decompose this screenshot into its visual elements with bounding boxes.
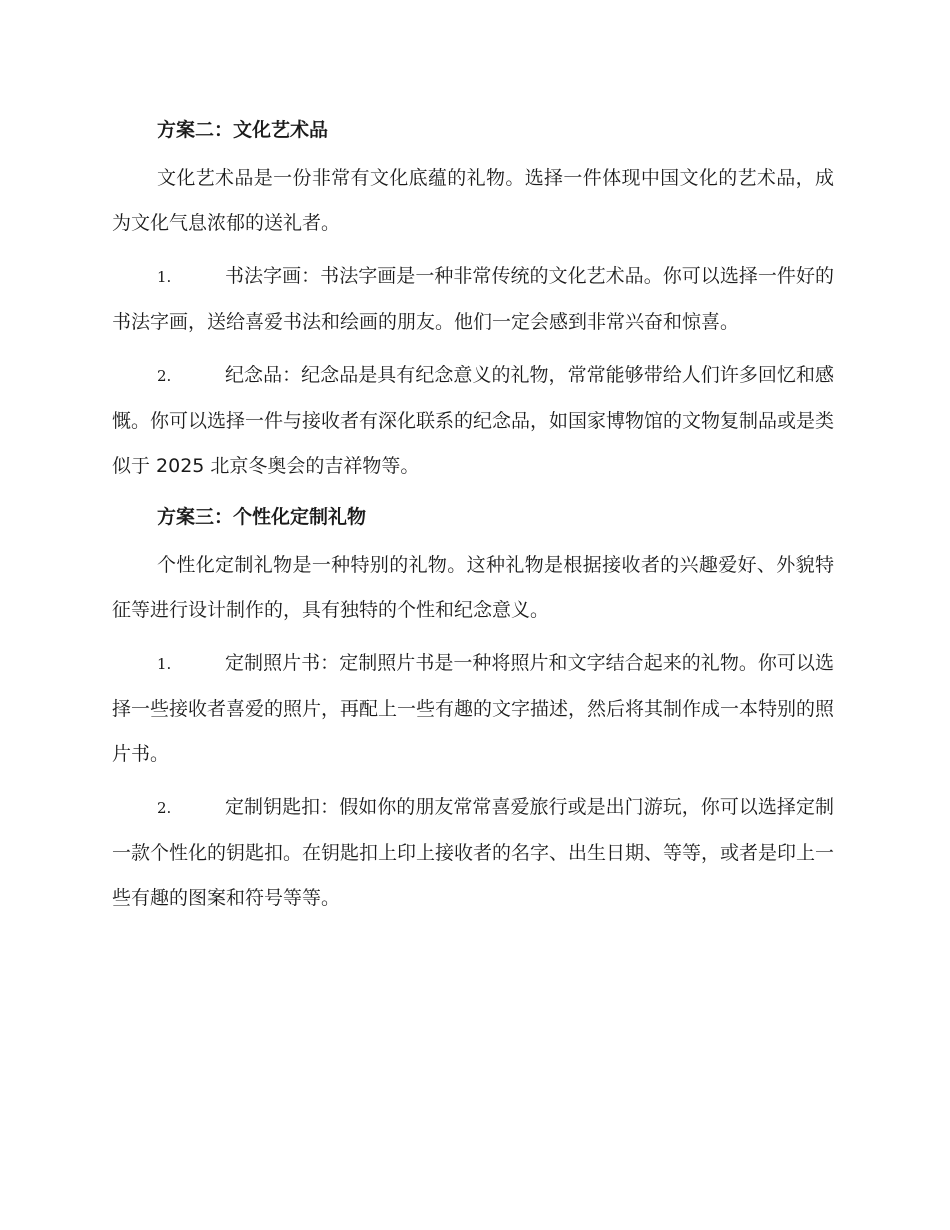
list-item-text: 书法字画：书法字画是一种非常传统的文化艺术品。你可以选择一件好的书法字画，送给喜爱书法和绘画的朋友。他们一定会感到非常兴奋和惊喜。 [112, 265, 834, 333]
document-page [112, 110, 834, 929]
list-item [112, 785, 834, 921]
list-number: 2. [157, 799, 172, 817]
section-intro: 文化艺术品是一份非常有文化底蕴的礼物。选择一件体现中国文化的艺术品，成为文化气息浓郁的送礼者。 [112, 167, 834, 234]
section-intro: 个性化定制礼物是一种特别的礼物。这种礼物是根据接收者的兴趣爱好、外貌特征等进行设计制作的，具有独特的个性和纪念意义。 [112, 554, 834, 621]
list-item [112, 353, 834, 489]
list-item-text: 定制钥匙扣：假如你的朋友常常喜爱旅行或是出门游玩，你可以选择定制一款个性化的钥匙扣。在钥匙扣上印上接收者的名字、出生日期、等等，或者是印上一些有趣的图案和符号等等。 [112, 796, 835, 909]
list-number: 1. [157, 268, 172, 286]
section-heading: 方案三：个性化定制礼物 [157, 506, 367, 528]
list-item-text: 纪念品：纪念品是具有纪念意义的礼物，常常能够带给人们许多回忆和感慨。你可以选择一件与接收者有深化联系的纪念品，如国家博物馆的文物复制品或是类似于 2025 北京冬奥会的吉祥物等。 [112, 364, 835, 477]
list-number: 1. [157, 655, 172, 673]
list-item-text: 定制照片书：定制照片书是一种将照片和文字结合起来的礼物。你可以选择一些接收者喜爱的照片，再配上一些有趣的文字描述，然后将其制作成一本特别的照片书。 [112, 652, 835, 765]
section-heading: 方案二：文化艺术品 [157, 119, 329, 141]
list-item [112, 641, 834, 777]
list-number: 2. [157, 367, 172, 385]
list-item [112, 254, 834, 345]
